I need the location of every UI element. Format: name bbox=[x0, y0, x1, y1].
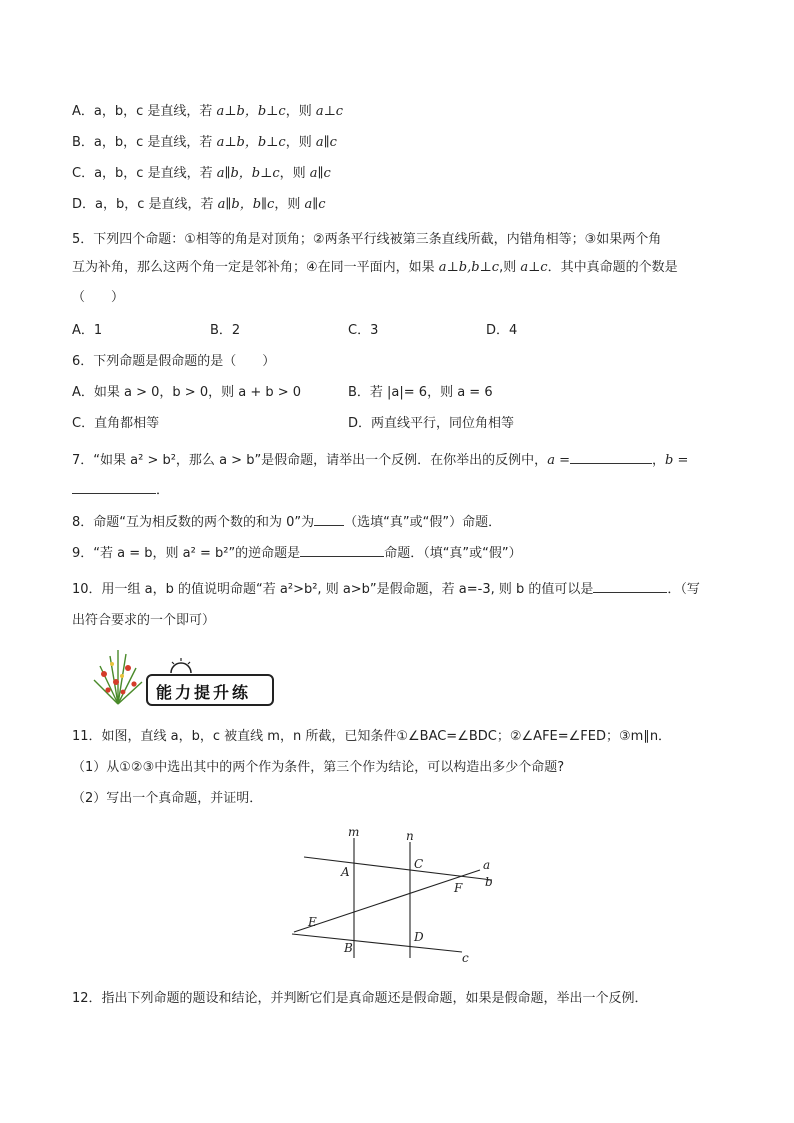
q9-stem: 9．“若 a = b，则 a² = b²”的逆命题是 命题．（填“真”或“假”） bbox=[72, 542, 522, 563]
q4-option-b: B．a，b，c 是直线，若 a⊥b，b⊥c，则 a∥c bbox=[72, 135, 337, 150]
geometry-figure bbox=[282, 822, 522, 972]
section-banner bbox=[88, 650, 273, 706]
banner-title: 能力提升练 bbox=[156, 683, 252, 702]
q9-blank[interactable] bbox=[300, 542, 384, 557]
label-b: b bbox=[485, 875, 493, 889]
label-C: C bbox=[414, 857, 424, 871]
label-D: D bbox=[414, 930, 424, 944]
q11-stem: 11．如图，直线 a，b，c 被直线 m，n 所截，已知条件①∠BAC=∠BDC；②∠AFE=∠FED；③m∥n． bbox=[72, 729, 672, 744]
q6-option-c: C．直角都相等 bbox=[72, 416, 160, 431]
q7-stem: 7．“如果 a² > b²，那么 a > b”是假命题，请举出一个反例．在你举出的反例中，a = ，b = bbox=[72, 449, 688, 470]
sun-icon bbox=[168, 658, 194, 674]
q10-line2: 出符合要求的一个即可） bbox=[72, 613, 216, 628]
q11-sub2: （2）写出一个真命题，并证明． bbox=[72, 791, 263, 806]
q5-answer-paren: （ ） bbox=[72, 290, 125, 305]
q5-option-d: D．4 bbox=[486, 323, 518, 338]
label-F: F bbox=[454, 881, 463, 895]
q12-stem: 12．指出下列命题的题设和结论，并判断它们是真命题还是假命题，如果是假命题，举出一个反例． bbox=[72, 991, 648, 1006]
label-a: a bbox=[483, 858, 491, 872]
q10-stem: 10．用一组 a，b 的值说明命题“若 a²>b², 则 a>b”是假命题，若 a=-3, 则 b 的值可以是 ．（写 bbox=[72, 578, 700, 599]
q11-sub1: （1）从①②③中选出其中的两个作为条件，第三个作为结论，可以构造出多少个命题? bbox=[72, 760, 565, 775]
q8-stem: 8．命题“互为相反数的两个数的和为 0”为 （选填“真”或“假”）命题． bbox=[72, 511, 501, 532]
q5-stem-line2: 互为补角，那么这两个角一定是邻补角；④在同一平面内，如果 a⊥b,b⊥c,则 a⊥c．其中真命题的个数是 bbox=[72, 260, 678, 275]
q5-stem-line1: 5．下列四个命题：①相等的角是对顶角；②两条平行线被第三条直线所截，内错角相等；③如果两个角 bbox=[72, 232, 662, 247]
label-c: c bbox=[462, 951, 469, 965]
flower-pot-icon bbox=[88, 646, 148, 706]
label-E: E bbox=[308, 915, 317, 929]
q6-option-d: D．两直线平行，同位角相等 bbox=[348, 416, 515, 431]
q5-option-b: B．2 bbox=[210, 323, 241, 338]
q5-option-a: A．1 bbox=[72, 323, 103, 338]
q8-blank[interactable] bbox=[314, 511, 344, 526]
q5-option-c: C．3 bbox=[348, 323, 379, 338]
label-A: A bbox=[341, 865, 350, 879]
q6-stem: 6．下列命题是假命题的是（ ） bbox=[72, 354, 276, 369]
q7-blank-b[interactable] bbox=[72, 479, 156, 494]
q7-line2: ． bbox=[72, 479, 169, 500]
q7-blank-a[interactable] bbox=[570, 449, 652, 464]
label-n: n bbox=[406, 829, 414, 843]
line-a bbox=[294, 870, 480, 932]
q6-option-a: A．如果 a > 0，b > 0，则 a + b > 0 bbox=[72, 385, 302, 400]
q4-option-c: C．a，b，c 是直线，若 a∥b，b⊥c，则 a∥c bbox=[72, 166, 331, 181]
q10-blank[interactable] bbox=[593, 578, 667, 593]
q4-option-d: D．a，b，c 是直线，若 a∥b，b∥c，则 a∥c bbox=[72, 197, 326, 212]
q4-option-a: A．a，b，c 是直线，若 a⊥b，b⊥c，则 a⊥c bbox=[72, 104, 344, 119]
banner-box bbox=[146, 674, 274, 706]
line-c bbox=[292, 934, 462, 952]
label-B: B bbox=[344, 941, 353, 955]
line-b bbox=[304, 857, 492, 880]
q6-option-b: B．若 |a|= 6，则 a = 6 bbox=[348, 385, 493, 400]
label-m: m bbox=[348, 825, 360, 839]
